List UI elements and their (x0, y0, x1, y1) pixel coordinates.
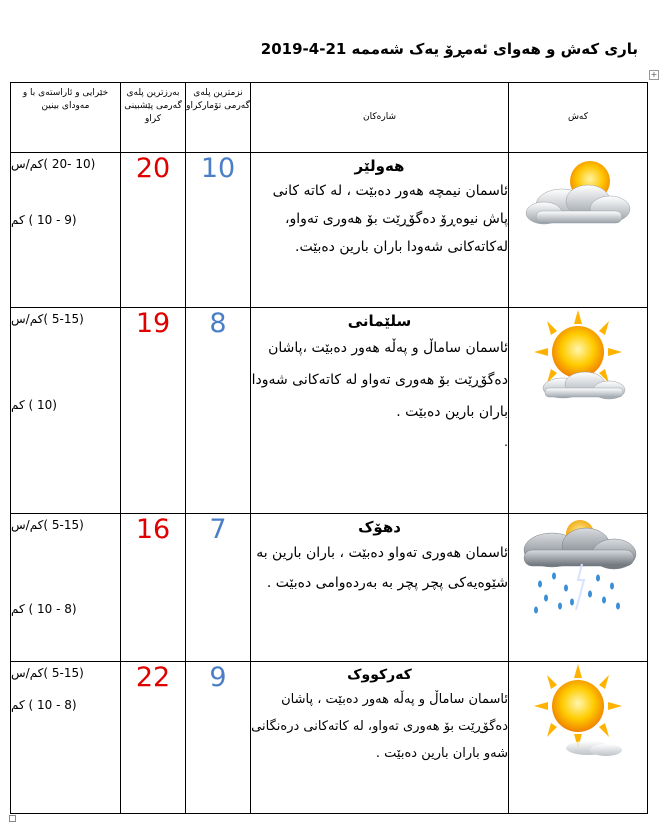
weather-description: ئاسمان ساماڵ و پەڵە هەور دەبێت ،پاشان دەگۆڕێت بۆ هەوری تەواو لە کاتەکانی شەودا باران بارین دەبێت . (251, 340, 508, 420)
weather-table (10, 82, 648, 814)
weather-description: ئاسمان ساماڵ و پەڵە هەور دەبێت ، پاشان دەگۆڕێت بۆ هەوری تەواو، لە کاتەکانی درەنگانی شەو باران بارین دەبێت . (251, 692, 508, 761)
table-row (11, 514, 648, 662)
header-min: نزمترین پلەی گەرمی تۆمارکراو (186, 83, 251, 153)
corner-mark (9, 815, 16, 822)
visibility: (8 - 10 ) کم (11, 602, 77, 616)
max-temp: 19 (121, 308, 186, 514)
city-name: دهۆک (358, 518, 401, 536)
city-name: هەولێر (354, 157, 405, 175)
wind-speed: (10 -20 )کم/س (11, 157, 96, 171)
header-wind: خێرایی و ئاراستەی با و مەودای بینین (11, 83, 121, 153)
city-name: کەرکووک (347, 667, 412, 683)
weather-icon-cell (509, 662, 648, 814)
weather-icon-cell (509, 514, 648, 662)
wind-cell (11, 662, 121, 814)
wind-cell (11, 308, 121, 514)
partly-cloudy-icon (522, 153, 634, 233)
table-move-handle[interactable]: + (650, 70, 658, 79)
min-temp: 9 (186, 662, 251, 814)
table-row (11, 308, 648, 514)
wind-speed: (5-15 )کم/س (11, 518, 84, 532)
min-temp: 7 (186, 514, 251, 662)
min-temp: 8 (186, 308, 251, 514)
city-name: سلێمانی (347, 312, 412, 330)
description-cell (251, 514, 509, 662)
description-cell (251, 662, 509, 814)
weather-description: ئاسمان نیمچە هەور دەبێت ، لە کاتە کانی پاش نیوەڕۆ دەگۆڕێت بۆ هەوری تەواو، لەکاتەکانی شەودا باران بارین دەبێت. (272, 183, 508, 255)
table-row (11, 662, 648, 814)
wind-cell (11, 153, 121, 308)
description-cell (251, 308, 509, 514)
header-weather: کەش (509, 83, 648, 153)
table-header-row (11, 83, 648, 153)
min-temp: 10 (186, 153, 251, 308)
weather-icon-cell (509, 153, 648, 308)
rain-thunder-icon (518, 514, 638, 624)
page-title: باری کەش و هەوای ئەمڕۆ یەک شەممە 21-4-2019 (260, 40, 638, 58)
sunny-cloud-icon (523, 308, 633, 408)
max-temp: 16 (121, 514, 186, 662)
footnote-dot: . (504, 435, 508, 449)
max-temp: 20 (121, 153, 186, 308)
sunny-icon (526, 662, 630, 762)
visibility: (8 - 10 ) کم (11, 698, 77, 712)
weather-icon-cell (509, 308, 648, 514)
wind-speed: (5-15 )کم/س (11, 312, 84, 326)
visibility: (10 ) کم (11, 398, 57, 412)
wind-speed: (5-15 )کم/س (11, 666, 84, 680)
description-cell (251, 153, 509, 308)
visibility: (9 - 10 ) کم (11, 213, 77, 227)
weather-description: ئاسمان هەوری تەواو دەبێت ، باران بارین بە شێوەیەکی پچر پچر بە بەردەوامی دەبێت . (256, 545, 508, 591)
header-city: شارەکان (251, 83, 509, 153)
max-temp: 22 (121, 662, 186, 814)
header-max: بەرزترین پلەی گەرمی پێشبینی کراو (121, 83, 186, 153)
table-row (11, 153, 648, 308)
wind-cell (11, 514, 121, 662)
